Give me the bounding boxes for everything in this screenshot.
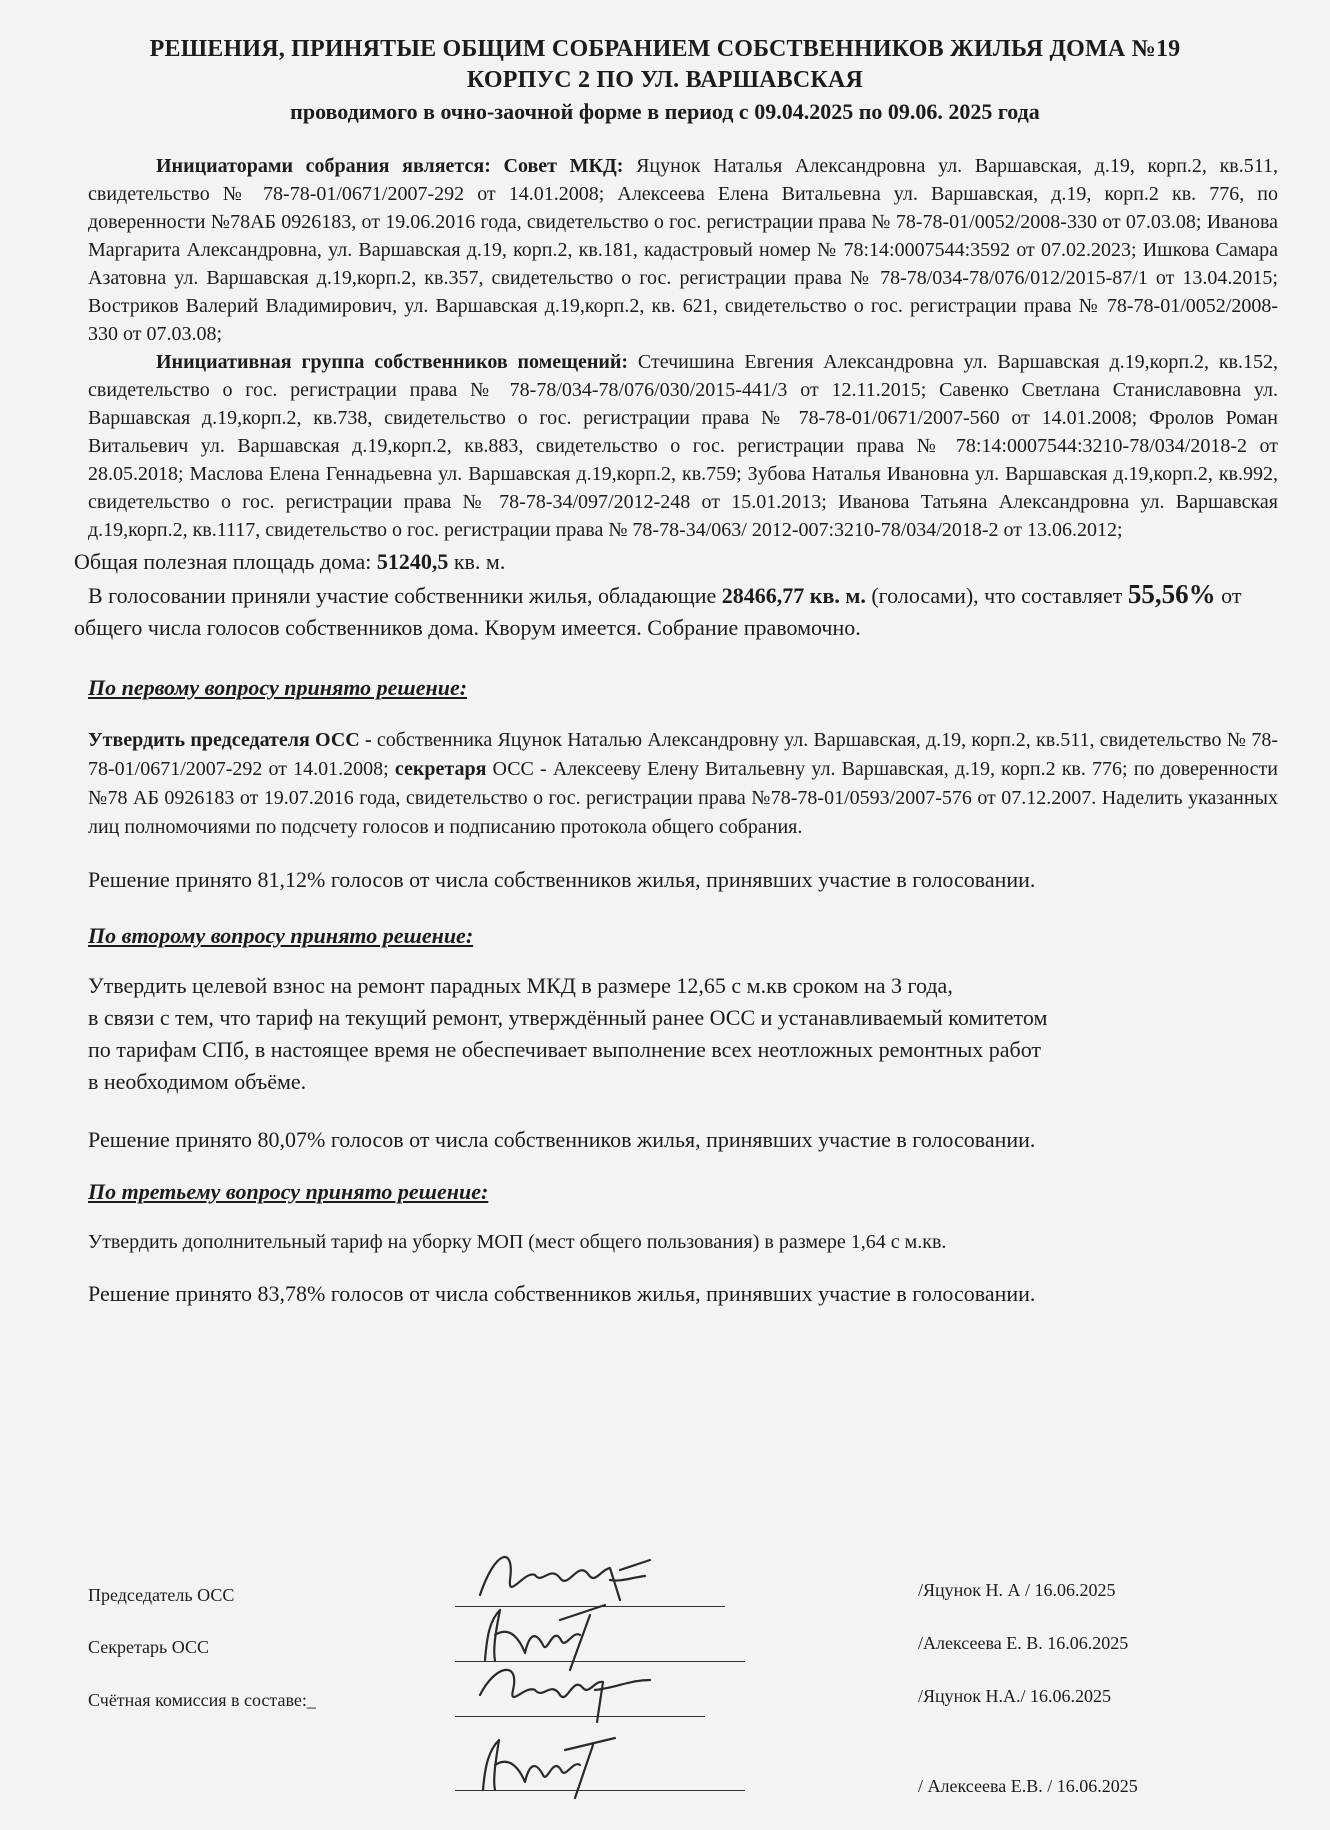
- initiative-group-paragraph: [88, 348, 1278, 544]
- q1-decision: Утвердить председателя ОСС - собственника Яцунок Наталью Александровну ул. Варшавская, д.19, корп.2, кв.511, свидетельство № 78-78-01/0671/2007-292 от 14.01.2008; секретаря ОСС - Алексееву Елену Витальевну ул. Варшавская, д.19, корп.2 кв. 776; по доверенности №78 АБ 0926183 от 19.07.2016 года, свидетельство о гос. регистрации права №78-78-01/0593/2007-576 от 07.12.2007. Наделить указанных лиц полномочиями по подсчету голосов и подписанию протокола общего собрания.: [88, 729, 1279, 838]
- initiators-label: Инициаторами собрания является: Совет МКД:: [156, 155, 624, 177]
- q3-result: Решение принято 83,78% голосов от числа собственников жилья, принявших участие в голосовании.: [88, 1281, 1036, 1306]
- commission-name-1: /Яцунок Н.А./ 16.06.2025: [918, 1686, 1112, 1706]
- q3-decision: Утвердить дополнительный тариф на уборку МОП (мест общего пользования) в размере 1,64 с м.кв.: [88, 1231, 947, 1253]
- secretary-label: Секретарь ОСС: [88, 1637, 209, 1657]
- commission-name-2: / Алексеева Е.В. / 16.06.2025: [918, 1776, 1138, 1796]
- commission-signature-1: [465, 1650, 665, 1730]
- chair-label: Председатель ОСС: [88, 1585, 235, 1605]
- q3-heading: По третьему вопросу принято решение:: [88, 1179, 489, 1204]
- area-value: 51240,5: [376, 549, 449, 574]
- q2-decision: Утвердить целевой взнос на ремонт парадных МКД в размере 12,65 с м.кв сроком на 3 года, в связи с тем, что тариф на текущий ремонт, утверждённый ранее ОСС и устанавливаемый комитетом по тарифам СПб, в настоящее время не обеспечивает выполнение всех неотложных ремонтных работ в необходимом объёме.: [88, 973, 1048, 1094]
- initiators-text: Яцунок Наталья Александровна ул. Варшавская, д.19, корп.2, кв.511, свидетельство № 78-78-01/0671/2007-292 от 14.01.2008; Алексеева Елена Витальевна ул. Варшавская, д.19, корп.2 кв. 776, по доверенности №78АБ 0926183, от 19.06.2016 года, свидетельство о гос. регистрации права № 78-78-01/0052/2008-330 от 07.03.08; Иванова Маргарита Александровна, ул. Варшавская д.19, корп.2, кв.181, кадастровый номер № 78:14:0007544:3592 от 07.02.2023; Ишкова Самара Азатовна ул. Варшавская д.19,корп.2, кв.357, свидетельство о гос. регистрации права № 78-78/034-78/076/012/2015-87/1 от 13.04.2015; Востриков Валерий Владимирович, ул. Варшавская д.19,корп.2, кв. 621, свидетельство о гос. регистрации права № 78-78-01/0052/2008- 330 от 07.03.08;: [88, 155, 1279, 345]
- turnout-percent: 55,56%: [1127, 579, 1216, 609]
- title-line-1: РЕШЕНИЯ, ПРИНЯТЫЕ ОБЩИМ СОБРАНИЕМ СОБСТВЕННИКОВ ЖИЛЬЯ ДОМА №19: [149, 36, 1181, 62]
- q2-result: Решение принято 80,07% голосов от числа собственников жилья, принявших участие в голосовании.: [88, 1127, 1036, 1152]
- q2-heading: По второму вопросу принято решение:: [88, 923, 474, 948]
- initiative-group-text: Стечишина Евгения Александровна ул. Варшавская д.19,корп.2, кв.152, свидетельство о гос. регистрации права № 78-78/034-78/076/030/2015-441/3 от 12.11.2015; Савенко Светлана Станиславовна ул. Варшавская д.19,корп.2, кв.738, свидетельство о гос. регистрации права № 78-78-01/0671/2007-560 от 14.01.2008; Фролов Роман Витальевич ул. Варшавская д.19,корп.2, кв.883, свидетельство о гос. регистрации права № 78:14:0007544:3210-78/034/2018-2 от 28.05.2018; Маслова Елена Геннадьевна ул. Варшавская д.19,корп.2, кв.759; Зубова Наталья Ивановна ул. Варшавская д.19,корп.2, кв.992, свидетельство о гос. регистрации права № 78-78-34/097/2012-248 от 15.01.2013; Иванова Татьяна Александровна ул. Варшавская д.19,корп.2, кв.1117, свидетельство о гос. регистрации права № 78-78-34/063/ 2012-007:3210-78/034/2018-2 от 13.06.2012;: [88, 351, 1278, 541]
- initiative-group-label: Инициативная группа собственников помещений:: [156, 351, 629, 373]
- q1-result: Решение принято 81,12% голосов от числа собственников жилья, принявших участие в голосовании.: [88, 867, 1036, 892]
- document-body: [74, 152, 1279, 1310]
- turnout-value: 28466,77 кв. м.: [721, 583, 866, 608]
- title-line-2: КОРПУС 2 ПО УЛ. ВАРШАВСКАЯ: [466, 67, 864, 93]
- q1-heading: По первому вопросу принято решение:: [88, 675, 468, 700]
- turnout-paragraph: В голосовании приняли участие собственники жилья, обладающие 28466,77 кв. м. (голосами), что составляет 55,56% от общего числа голосов собственников дома. Кворум имеется. Собрание правомочно.: [74, 579, 1242, 640]
- commission-signature-2: [465, 1720, 665, 1800]
- document-header: [0, 34, 1330, 127]
- area-paragraph: Общая полезная площадь дома: 51240,5 кв. м.: [74, 549, 506, 574]
- initiators-paragraph: [88, 152, 1278, 348]
- title-line-3: проводимого в очно-заочной форме в период с 09.04.2025 по 09.06. 2025 года: [290, 99, 1040, 124]
- chair-name: /Яцунок Н. А / 16.06.2025: [918, 1580, 1116, 1600]
- commission-label: Счётная комиссия в составе:_: [88, 1690, 316, 1710]
- secretary-name: /Алексеева Е. В. 16.06.2025: [918, 1633, 1129, 1653]
